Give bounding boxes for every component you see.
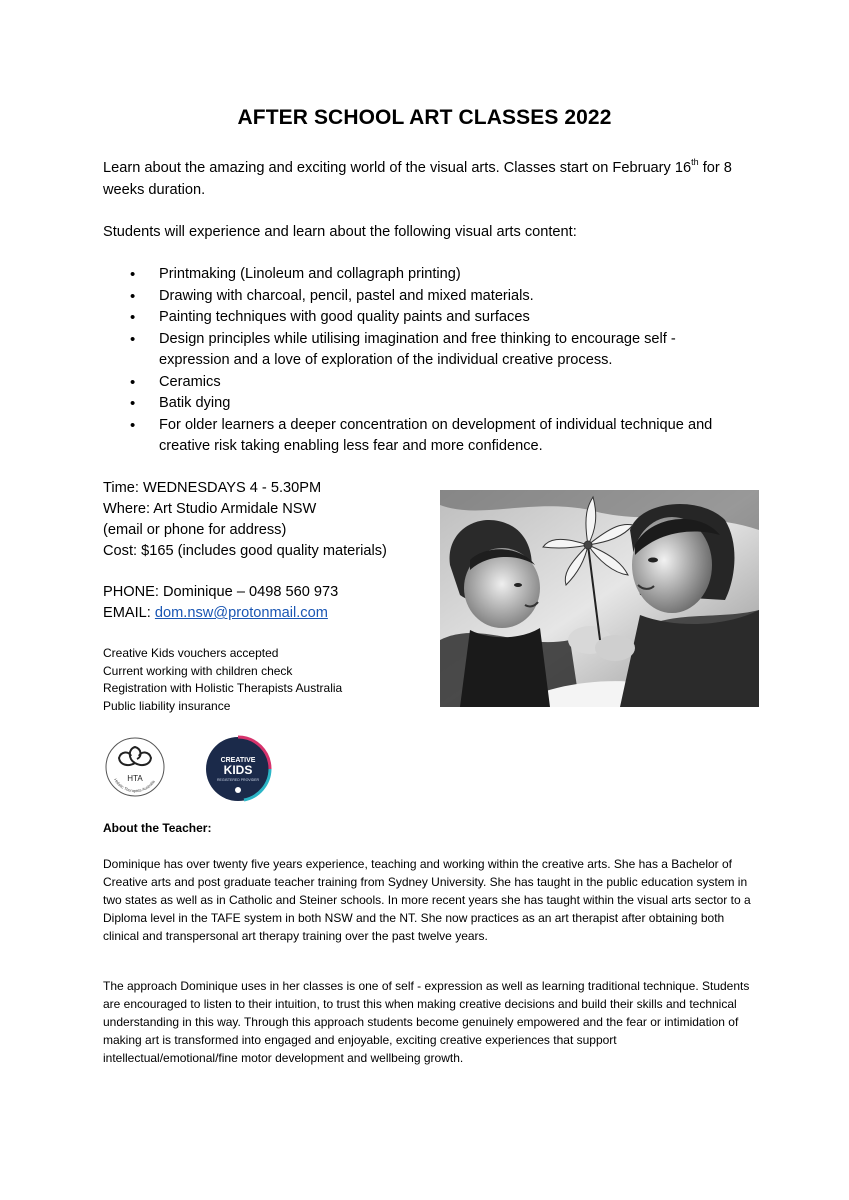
lead-paragraph: Students will experience and learn about the following visual arts content:	[103, 224, 577, 240]
credential-item: Current working with children check	[103, 663, 293, 678]
about-heading: About the Teacher:	[103, 821, 212, 835]
content-list	[103, 264, 743, 458]
phone-line: PHONE: Dominique – 0498 560 973	[103, 584, 339, 600]
list-item: • Batik dying	[103, 393, 743, 415]
creative-kids-logo-image	[204, 735, 272, 803]
intro-text-end: for 8 weeks duration.	[103, 160, 732, 198]
intro-text: Learn about the amazing and exciting world of the visual arts. Classes start on February 16	[103, 160, 692, 176]
address-note: (email or phone for address)	[103, 522, 287, 538]
list-item: • Painting techniques with good quality paints and surfaces	[103, 307, 743, 329]
intro-superscript: th	[691, 157, 699, 167]
list-item: • Design principles while utilising imagination and free thinking to encourage self - expression and a love of exploration of the individual creative process.	[103, 329, 743, 372]
nsw-emblem-icon	[235, 787, 241, 793]
credential-item: Creative Kids vouchers accepted	[103, 646, 279, 660]
intro-paragraph	[103, 158, 763, 201]
credential-item: Public liability insurance	[103, 698, 231, 713]
credentials-list	[103, 645, 433, 715]
list-item: • Printmaking (Linoleum and collagraph printing)	[103, 264, 743, 286]
kids-line2: KIDS	[223, 763, 253, 777]
page-title: AFTER SCHOOL ART CLASSES 2022	[237, 106, 612, 129]
kids-line1: CREATIVE	[220, 757, 256, 764]
email-label: EMAIL:	[103, 605, 155, 621]
about-paragraph: Dominique has over twenty five years experience, teaching and working within the creative arts. She has a Bachelor of Creative arts and post graduate teacher training from Sydney University. She has taught in the public education system in two states as well as in Catholic and Steiner schools. In more recent years she has taught within the visual arts sector to a Diploma level in the TAFE system in both NSW and the NT. She now practices as an art therapist after obtaining both clinical and transpersonal art therapy training over the past twelve years.	[103, 857, 751, 943]
email-link[interactable]: dom.nsw@protonmail.com	[154, 605, 328, 621]
list-item: • For older learners a deeper concentration on development of individual technique and creative risk taking enabling less fear and more confidence.	[103, 415, 743, 458]
class-details	[103, 478, 433, 562]
credential-item: Registration with Holistic Therapists Australia	[103, 681, 343, 695]
hta-logo-image	[104, 735, 166, 801]
where-line: Where: Art Studio Armidale NSW	[103, 501, 317, 517]
about-paragraph: The approach Dominique uses in her classes is one of self - expression as well as learning traditional technique. Students are encouraged to listen to their intuition, to trust this when making creative decisions and build their skills and technical understanding in this way. Through this approach students become genuinely empowered and the fear or intimidation of making art is transformed into engaged and enjoyable, exciting creative experiences that support intellectual/emotional/fine motor development and wellbeing growth.	[103, 979, 750, 1065]
cost-line: Cost: $165 (includes good quality materials)	[103, 543, 387, 559]
list-item: • Drawing with charcoal, pencil, pastel and mixed materials.	[103, 286, 743, 308]
kids-line3: REGISTERED PROVIDER	[216, 778, 260, 782]
email-line	[103, 603, 433, 624]
time-line: Time: WEDNESDAYS 4 - 5.30PM	[103, 480, 322, 496]
charcoal-artwork-image	[440, 490, 759, 707]
list-item: • Ceramics	[103, 372, 743, 394]
hta-abbr: HTA	[127, 774, 143, 783]
hta-arc-text: Holistic Therapists Australia	[112, 777, 156, 794]
contact-details	[103, 582, 433, 624]
